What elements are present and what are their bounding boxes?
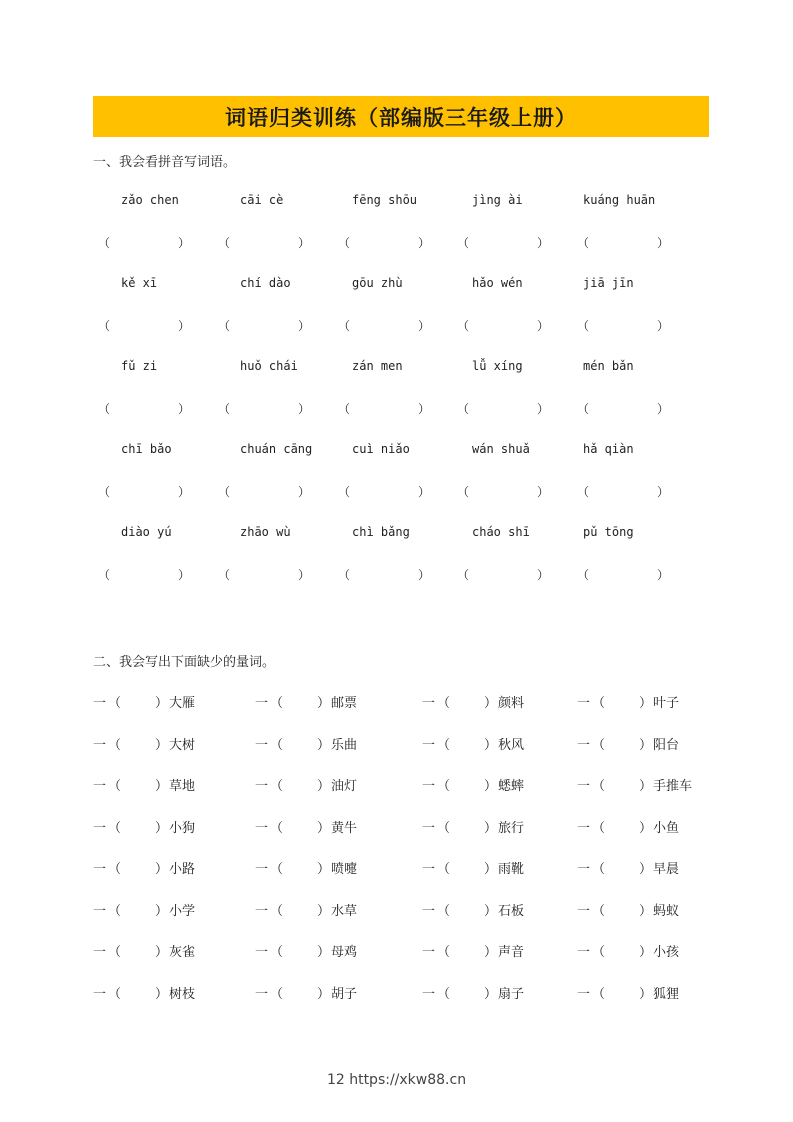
answer-blank[interactable] [577, 400, 669, 417]
right-paren: ） [297, 319, 310, 333]
left-paren: （ [592, 779, 606, 794]
answer-blank[interactable] [577, 317, 669, 334]
answer-blank[interactable] [218, 400, 310, 417]
left-paren: （ [457, 319, 470, 333]
left-paren: （ [592, 986, 606, 1002]
prefix-one: 一 [577, 862, 591, 877]
answer-blank[interactable] [577, 483, 669, 500]
left-paren: （ [338, 402, 351, 416]
noun-word: 阳台 [653, 737, 680, 753]
pinyin-word: gōu zhù [352, 276, 403, 290]
left-paren: （ [338, 236, 351, 250]
right-paren: ） [656, 485, 669, 499]
right-paren: ） [155, 737, 169, 753]
pinyin-word: fǔ zi [121, 359, 158, 373]
left-paren: （ [592, 820, 606, 836]
left-paren: （ [437, 862, 451, 877]
pinyin-word: cuì niǎo [352, 442, 410, 456]
noun-word: 小学 [169, 903, 196, 919]
answer-blank[interactable] [338, 566, 430, 583]
left-paren: （ [592, 903, 606, 919]
answer-blank[interactable] [577, 234, 669, 251]
pinyin-word: zhāo wù [240, 525, 291, 539]
left-paren: （ [218, 236, 231, 250]
right-paren: ） [297, 568, 310, 582]
pinyin-row [0, 442, 793, 460]
pinyin-word: wán shuǎ [472, 442, 530, 456]
pinyin-row [0, 276, 793, 294]
prefix-one: 一 [93, 986, 107, 1002]
prefix-one: 一 [255, 862, 269, 877]
answer-blank[interactable] [338, 483, 430, 500]
right-paren: ） [536, 236, 549, 250]
measure-word-row [0, 983, 793, 1001]
left-paren: （ [270, 986, 284, 1002]
noun-word: 油灯 [331, 779, 358, 794]
left-paren: （ [108, 945, 122, 960]
page-title: 词语归类训练（部编版三年级上册） [225, 105, 577, 130]
noun-word: 小孩 [653, 945, 680, 960]
noun-word: 水草 [331, 903, 358, 919]
pinyin-row [0, 525, 793, 543]
right-paren: ） [484, 945, 498, 960]
prefix-one: 一 [422, 903, 436, 919]
pinyin-word: jìng ài [472, 193, 523, 207]
pinyin-word: chuán cāng [240, 442, 313, 456]
right-paren: ） [297, 402, 310, 416]
answer-blank[interactable] [577, 566, 669, 583]
answer-row [0, 234, 793, 252]
left-paren: （ [577, 319, 590, 333]
prefix-one: 一 [577, 779, 591, 794]
right-paren: ） [417, 402, 430, 416]
pinyin-word: mén bǎn [583, 359, 634, 373]
right-paren: ） [536, 568, 549, 582]
prefix-one: 一 [255, 986, 269, 1002]
left-paren: （ [457, 402, 470, 416]
right-paren: ） [317, 862, 331, 877]
left-paren: （ [577, 485, 590, 499]
prefix-one: 一 [422, 986, 436, 1002]
noun-word: 小狗 [169, 820, 196, 836]
right-paren: ） [155, 986, 169, 1002]
left-paren: （ [437, 945, 451, 960]
answer-blank[interactable] [218, 483, 310, 500]
prefix-one: 一 [422, 820, 436, 836]
pinyin-word: pǔ tōng [583, 525, 634, 539]
noun-word: 声音 [498, 945, 525, 960]
right-paren: ） [317, 779, 331, 794]
prefix-one: 一 [255, 696, 269, 711]
left-paren: （ [592, 945, 606, 960]
left-paren: （ [437, 820, 451, 836]
pinyin-word: zǎo chen [121, 193, 179, 207]
pinyin-word: chí dào [240, 276, 291, 290]
answer-blank[interactable] [98, 234, 190, 251]
pinyin-word: kuáng huān [583, 193, 656, 207]
prefix-one: 一 [255, 737, 269, 753]
left-paren: （ [270, 779, 284, 794]
right-paren: ） [317, 820, 331, 836]
left-paren: （ [338, 319, 351, 333]
pinyin-word: chī bǎo [121, 442, 172, 456]
answer-blank[interactable] [98, 566, 190, 583]
section2-heading: 二、我会写出下面缺少的量词。 [93, 655, 276, 670]
left-paren: （ [98, 402, 111, 416]
noun-word: 小路 [169, 862, 196, 877]
right-paren: ） [656, 568, 669, 582]
right-paren: ） [155, 696, 169, 711]
noun-word: 狐狸 [653, 986, 680, 1002]
right-paren: ） [639, 737, 653, 753]
right-paren: ） [317, 696, 331, 711]
prefix-one: 一 [577, 737, 591, 753]
prefix-one: 一 [93, 696, 107, 711]
noun-word: 旅行 [498, 820, 525, 836]
left-paren: （ [108, 779, 122, 794]
right-paren: ） [297, 485, 310, 499]
left-paren: （ [592, 862, 606, 877]
answer-row [0, 400, 793, 418]
left-paren: （ [437, 986, 451, 1002]
noun-word: 邮票 [331, 696, 358, 711]
answer-blank[interactable] [218, 317, 310, 334]
right-paren: ） [417, 485, 430, 499]
left-paren: （ [270, 737, 284, 753]
noun-word: 树枝 [169, 986, 196, 1002]
right-paren: ） [484, 986, 498, 1002]
prefix-one: 一 [422, 945, 436, 960]
right-paren: ） [417, 568, 430, 582]
left-paren: （ [218, 402, 231, 416]
answer-blank[interactable] [457, 400, 549, 417]
pinyin-word: lǚ xíng [472, 359, 523, 373]
left-paren: （ [437, 696, 451, 711]
left-paren: （ [108, 696, 122, 711]
left-paren: （ [338, 568, 351, 582]
left-paren: （ [108, 737, 122, 753]
prefix-one: 一 [93, 862, 107, 877]
right-paren: ） [536, 319, 549, 333]
right-paren: ） [484, 779, 498, 794]
noun-word: 草地 [169, 779, 196, 794]
title-banner [93, 96, 709, 137]
right-paren: ） [155, 903, 169, 919]
answer-blank[interactable] [218, 566, 310, 583]
pinyin-word: huǒ chái [240, 359, 298, 373]
right-paren: ） [297, 236, 310, 250]
right-paren: ） [536, 402, 549, 416]
left-paren: （ [98, 236, 111, 250]
answer-blank[interactable] [338, 234, 430, 251]
right-paren: ） [155, 862, 169, 877]
left-paren: （ [218, 568, 231, 582]
left-paren: （ [108, 862, 122, 877]
left-paren: （ [437, 737, 451, 753]
prefix-one: 一 [255, 820, 269, 836]
left-paren: （ [457, 485, 470, 499]
right-paren: ） [317, 986, 331, 1002]
right-paren: ） [177, 236, 190, 250]
left-paren: （ [592, 737, 606, 753]
noun-word: 喷嚏 [331, 862, 358, 877]
prefix-one: 一 [255, 903, 269, 919]
noun-word: 胡子 [331, 986, 358, 1002]
prefix-one: 一 [577, 696, 591, 711]
right-paren: ） [317, 737, 331, 753]
prefix-one: 一 [255, 779, 269, 794]
left-paren: （ [98, 319, 111, 333]
noun-word: 叶子 [653, 696, 680, 711]
left-paren: （ [457, 568, 470, 582]
section1-heading: 一、我会看拼音写词语。 [93, 155, 237, 170]
measure-word-row [0, 858, 793, 876]
noun-word: 早晨 [653, 862, 680, 877]
answer-blank[interactable] [457, 566, 549, 583]
noun-word: 石板 [498, 903, 525, 919]
noun-word: 蚂蚁 [653, 903, 680, 919]
page-footer: 12 https://xkw88.cn [326, 1072, 467, 1088]
noun-word: 蟋蟀 [498, 779, 525, 794]
right-paren: ） [484, 737, 498, 753]
pinyin-word: kě xī [121, 276, 158, 290]
answer-blank[interactable] [98, 400, 190, 417]
prefix-one: 一 [422, 696, 436, 711]
noun-word: 手推车 [653, 779, 693, 794]
answer-row [0, 317, 793, 335]
answer-blank[interactable] [457, 317, 549, 334]
left-paren: （ [577, 402, 590, 416]
right-paren: ） [177, 402, 190, 416]
noun-word: 灰雀 [169, 945, 196, 960]
right-paren: ） [484, 820, 498, 836]
left-paren: （ [270, 945, 284, 960]
pinyin-row [0, 193, 793, 211]
left-paren: （ [98, 485, 111, 499]
pinyin-word: jiā jīn [583, 276, 634, 290]
right-paren: ） [639, 862, 653, 877]
right-paren: ） [155, 820, 169, 836]
prefix-one: 一 [93, 737, 107, 753]
answer-blank[interactable] [98, 483, 190, 500]
right-paren: ） [484, 696, 498, 711]
measure-word-row [0, 692, 793, 710]
right-paren: ） [656, 319, 669, 333]
right-paren: ） [639, 820, 653, 836]
measure-word-row [0, 734, 793, 752]
measure-word-row [0, 775, 793, 793]
noun-word: 颜料 [498, 696, 525, 711]
left-paren: （ [437, 779, 451, 794]
left-paren: （ [437, 903, 451, 919]
prefix-one: 一 [255, 945, 269, 960]
right-paren: ） [177, 485, 190, 499]
right-paren: ） [155, 779, 169, 794]
prefix-one: 一 [93, 779, 107, 794]
right-paren: ） [639, 779, 653, 794]
left-paren: （ [218, 319, 231, 333]
noun-word: 小鱼 [653, 820, 680, 836]
left-paren: （ [577, 236, 590, 250]
right-paren: ） [484, 903, 498, 919]
noun-word: 黄牛 [331, 820, 358, 836]
left-paren: （ [218, 485, 231, 499]
right-paren: ） [177, 319, 190, 333]
prefix-one: 一 [93, 945, 107, 960]
answer-blank[interactable] [338, 400, 430, 417]
noun-word: 乐曲 [331, 737, 358, 753]
answer-blank[interactable] [457, 234, 549, 251]
noun-word: 雨靴 [498, 862, 525, 877]
pinyin-word: fēng shōu [352, 193, 418, 207]
left-paren: （ [592, 696, 606, 711]
right-paren: ） [536, 485, 549, 499]
left-paren: （ [108, 903, 122, 919]
measure-word-row [0, 900, 793, 918]
left-paren: （ [457, 236, 470, 250]
answer-blank[interactable] [98, 317, 190, 334]
prefix-one: 一 [93, 903, 107, 919]
right-paren: ） [317, 945, 331, 960]
pinyin-word: chì bǎng [352, 525, 410, 539]
right-paren: ） [656, 402, 669, 416]
measure-word-row [0, 817, 793, 835]
right-paren: ） [155, 945, 169, 960]
right-paren: ） [656, 236, 669, 250]
noun-word: 扇子 [498, 986, 525, 1002]
right-paren: ） [177, 568, 190, 582]
right-paren: ） [639, 986, 653, 1002]
pinyin-row [0, 359, 793, 377]
pinyin-word: hǎ qiàn [583, 442, 634, 456]
prefix-one: 一 [577, 986, 591, 1002]
prefix-one: 一 [577, 903, 591, 919]
right-paren: ） [639, 903, 653, 919]
noun-word: 母鸡 [331, 945, 358, 960]
pinyin-word: cháo shī [472, 525, 530, 539]
left-paren: （ [338, 485, 351, 499]
noun-word: 大树 [169, 737, 196, 753]
right-paren: ） [484, 862, 498, 877]
right-paren: ） [639, 945, 653, 960]
right-paren: ） [639, 696, 653, 711]
answer-blank[interactable] [218, 234, 310, 251]
pinyin-word: cāi cè [240, 193, 284, 207]
left-paren: （ [270, 903, 284, 919]
answer-row [0, 483, 793, 501]
pinyin-word: zán men [352, 359, 403, 373]
right-paren: ） [417, 236, 430, 250]
pinyin-word: hǎo wén [472, 276, 523, 290]
left-paren: （ [270, 820, 284, 836]
right-paren: ） [417, 319, 430, 333]
left-paren: （ [577, 568, 590, 582]
prefix-one: 一 [93, 820, 107, 836]
answer-row [0, 566, 793, 584]
answer-blank[interactable] [338, 317, 430, 334]
right-paren: ） [317, 903, 331, 919]
noun-word: 大雁 [169, 696, 196, 711]
prefix-one: 一 [422, 862, 436, 877]
noun-word: 秋风 [498, 737, 525, 753]
answer-blank[interactable] [457, 483, 549, 500]
prefix-one: 一 [422, 779, 436, 794]
prefix-one: 一 [577, 820, 591, 836]
left-paren: （ [270, 862, 284, 877]
prefix-one: 一 [577, 945, 591, 960]
left-paren: （ [270, 696, 284, 711]
pinyin-word: diào yú [121, 525, 172, 539]
left-paren: （ [108, 820, 122, 836]
measure-word-row [0, 941, 793, 959]
prefix-one: 一 [422, 737, 436, 753]
left-paren: （ [98, 568, 111, 582]
left-paren: （ [108, 986, 122, 1002]
